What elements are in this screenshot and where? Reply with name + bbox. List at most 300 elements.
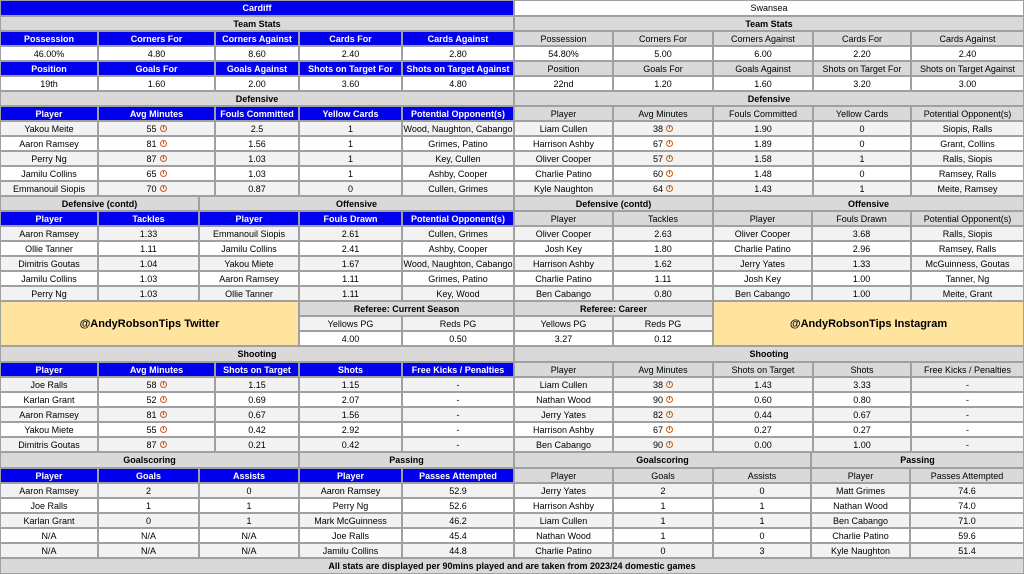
cell-text: Wood, Naughton, Cabango: [403, 258, 513, 269]
column-header: [713, 468, 811, 483]
table-row-cell: [402, 483, 514, 498]
cell-text: Cullen, Grimes: [428, 183, 488, 194]
stat-value: [514, 46, 613, 61]
table-row-cell: [613, 241, 713, 256]
cell-text: Passes Attempted: [930, 470, 1004, 481]
section-header: [0, 196, 199, 211]
table-row-cell: [299, 437, 402, 452]
cell-text: Shooting: [237, 349, 277, 359]
cell-text: Reds PG: [644, 318, 682, 329]
cell-text: Grant, Collins: [940, 138, 995, 149]
table-row-cell: [813, 377, 911, 392]
cell-text: Nathan Wood: [536, 530, 591, 541]
table-row-cell: [911, 271, 1024, 286]
cell-text: Avg Minutes: [129, 364, 184, 375]
cell-text: 2.40: [958, 48, 977, 59]
column-header: [911, 362, 1024, 377]
column-header: [402, 106, 514, 121]
table-row-cell: [215, 422, 299, 437]
column-header: [299, 211, 402, 226]
cell-text: 57: [652, 153, 663, 164]
column-header: [812, 211, 911, 226]
stat-value: [402, 46, 514, 61]
column-header: [514, 211, 613, 226]
table-row-cell: [199, 271, 299, 286]
cell-text: 0.12: [654, 333, 672, 344]
cell-text: Dimitris Goutas: [18, 258, 80, 269]
column-header: [514, 61, 613, 76]
cell-text: Shots on Target Against: [406, 63, 510, 74]
stopwatch-icon: [666, 125, 673, 132]
cell-text: 1: [660, 530, 666, 541]
column-header: [215, 362, 299, 377]
cell-text: 22nd: [553, 78, 574, 89]
table-row-cell: [910, 513, 1024, 528]
cell-text: Ramsey, Ralls: [938, 243, 997, 254]
cell-text: Possession: [23, 33, 75, 44]
table-row-cell: [514, 513, 613, 528]
table-row-cell: [0, 483, 98, 498]
table-row-cell: [402, 392, 514, 407]
cell-text: -: [456, 394, 460, 405]
table-row-cell: [713, 498, 811, 513]
cell-text: 59.6: [958, 530, 976, 541]
cell-text: 1.03: [139, 273, 158, 284]
cell-text: Offensive: [847, 198, 889, 209]
table-row-cell: [199, 256, 299, 271]
stat-value: [713, 76, 813, 91]
section-header: [514, 16, 1024, 31]
cell-text: 0: [859, 138, 865, 149]
cell-text: 1: [145, 500, 151, 511]
cell-text: Team Stats: [745, 18, 793, 29]
table-row-cell: [299, 166, 402, 181]
table-row-cell: [514, 256, 613, 271]
cell-text: 2.80: [449, 48, 467, 59]
stopwatch-icon: [160, 155, 167, 162]
table-row-cell: [98, 271, 199, 286]
table-row-cell: [98, 392, 215, 407]
cell-text: -: [966, 424, 969, 435]
cell-text: Ben Cabango: [535, 439, 592, 450]
table-row-cell: [713, 271, 812, 286]
cell-text: 55: [146, 424, 157, 435]
referee-value: [613, 331, 713, 346]
section-header: [713, 196, 1024, 211]
cell-text: Goalscoring: [636, 455, 689, 465]
column-header: [199, 211, 299, 226]
table-row-cell: [299, 498, 402, 513]
table-row-cell: [514, 392, 613, 407]
cell-text: Ralls, Siopis: [942, 228, 993, 239]
table-row-cell: [402, 377, 514, 392]
table-row-cell: [98, 256, 199, 271]
table-row-cell: [613, 437, 713, 452]
cell-text: 2.63: [654, 228, 672, 239]
cell-text: Tackles: [132, 213, 165, 224]
cell-text: 1.33: [852, 258, 871, 269]
column-header: [514, 316, 613, 331]
column-header: [811, 468, 910, 483]
cell-text: Defensive: [235, 93, 279, 104]
cell-text: Goalscoring: [123, 455, 176, 465]
referee-current-header: [299, 301, 514, 316]
cell-text: 2.41: [341, 243, 360, 254]
cell-text: 46.00%: [33, 48, 65, 59]
cell-text: Shots on Target Against: [920, 63, 1015, 74]
cell-text: 2.5: [250, 123, 264, 134]
column-header: [911, 211, 1024, 226]
table-row-cell: [199, 543, 299, 558]
cell-text: 4.80: [449, 78, 467, 89]
table-row-cell: [811, 543, 910, 558]
cell-text: Player: [550, 213, 577, 224]
column-header: [911, 31, 1024, 46]
table-row-cell: [402, 256, 514, 271]
table-row-cell: [613, 392, 713, 407]
cell-text: Aaron Ramsey: [219, 273, 279, 284]
cell-text: 0: [759, 530, 765, 541]
table-row-cell: [402, 151, 514, 166]
cell-text: McGuinness, Goutas: [925, 258, 1010, 269]
cell-text: Goals For: [135, 63, 178, 74]
table-row-cell: [98, 437, 215, 452]
cell-text: Key, Cullen: [435, 153, 481, 164]
cell-text: 0: [246, 485, 252, 496]
cell-text: Aaron Ramsey: [320, 485, 381, 496]
cell-text: 1.60: [754, 78, 772, 89]
table-row-cell: [0, 528, 98, 543]
cell-text: 1.15: [248, 379, 266, 390]
table-row-cell: [0, 543, 98, 558]
cell-text: Mark McGuinness: [314, 515, 387, 526]
column-header: [0, 362, 98, 377]
cell-text: 44.8: [449, 545, 467, 556]
table-row-cell: [199, 528, 299, 543]
column-header: [613, 362, 713, 377]
stat-value: [299, 76, 402, 91]
table-row-cell: [911, 392, 1024, 407]
cell-text: Emmanouil Siopis: [12, 183, 86, 194]
table-row-cell: [911, 136, 1024, 151]
column-header: [813, 31, 911, 46]
cell-text: Ben Cabango: [832, 515, 889, 526]
table-row-cell: [215, 437, 299, 452]
cell-text: 0.44: [754, 409, 772, 420]
table-row-cell: [0, 121, 98, 136]
table-row-cell: [613, 528, 713, 543]
cell-text: 1.48: [754, 168, 772, 179]
cell-text: 67: [652, 424, 663, 435]
cell-text: 0.60: [754, 394, 772, 405]
cell-text: 81: [146, 138, 157, 149]
table-row-cell: [713, 422, 813, 437]
cell-text: N/A: [241, 530, 257, 541]
cell-text: N/A: [140, 545, 156, 556]
cell-text: Oliver Cooper: [535, 153, 592, 164]
cell-text: Passing: [389, 455, 424, 465]
stopwatch-icon: [666, 426, 673, 433]
cell-text: 1: [660, 515, 666, 526]
table-row-cell: [215, 121, 299, 136]
cell-text: Emmanouil Siopis: [212, 228, 286, 239]
table-row-cell: [514, 483, 613, 498]
cell-text: Perry Ng: [31, 153, 67, 164]
cell-text: Jamilu Collins: [21, 273, 77, 284]
table-row-cell: [402, 498, 514, 513]
footer-note: [0, 558, 1024, 574]
cell-text: Yakou Meite: [24, 123, 74, 134]
cell-text: Defensive (contd): [61, 198, 138, 209]
table-row-cell: [713, 543, 811, 558]
table-row-cell: [0, 241, 98, 256]
table-row-cell: [514, 422, 613, 437]
cell-text: Potential Opponent(s): [411, 213, 505, 224]
cell-text: Charlie Patino: [734, 243, 791, 254]
table-row-cell: [98, 241, 199, 256]
stat-value: [402, 76, 514, 91]
table-row-cell: [0, 286, 98, 301]
cell-text: 1.00: [852, 273, 871, 284]
column-header: [98, 106, 215, 121]
cell-text: Player: [35, 213, 63, 224]
stat-value: [215, 76, 299, 91]
cell-text: 1: [759, 515, 765, 526]
cell-text: Harrison Ashby: [532, 424, 595, 435]
column-header: [215, 61, 299, 76]
stat-value: [911, 46, 1024, 61]
cell-text: -: [456, 439, 460, 450]
cell-text: -: [966, 409, 969, 420]
referee-value: [402, 331, 514, 346]
cell-text: 1.04: [139, 258, 158, 269]
cell-text: Fouls Committed: [220, 108, 294, 119]
cell-text: Swansea: [750, 3, 788, 13]
cell-text: Matt Grimes: [835, 485, 885, 496]
column-header: [713, 362, 813, 377]
cell-text: Perry Ng: [31, 288, 67, 299]
cell-text: 3.33: [853, 379, 871, 390]
referee-value: [299, 331, 402, 346]
cell-text: 90: [652, 439, 663, 450]
table-row-cell: [713, 181, 813, 196]
cell-text: Jamilu Collins: [221, 243, 277, 254]
cell-text: 0.27: [853, 424, 871, 435]
column-header: [98, 362, 215, 377]
cell-text: 1: [347, 138, 353, 149]
cell-text: Avg Minutes: [129, 108, 184, 119]
stat-value: [514, 76, 613, 91]
table-row-cell: [713, 136, 813, 151]
cell-text: 3.27: [554, 333, 573, 344]
cell-text: Tackles: [647, 213, 678, 224]
column-header: [199, 468, 299, 483]
cell-text: Yellow Cards: [835, 108, 889, 119]
cell-text: Shooting: [749, 349, 789, 359]
stopwatch-icon: [160, 441, 167, 448]
cell-text: Siopis, Ralls: [942, 123, 993, 134]
cell-text: Yakou Miete: [224, 258, 274, 269]
cell-text: 1.11: [654, 273, 672, 284]
table-row-cell: [0, 181, 98, 196]
cell-text: N/A: [140, 530, 156, 541]
cell-text: Ben Cabango: [734, 288, 791, 299]
column-header: [215, 106, 299, 121]
cell-text: Corners For: [130, 33, 183, 44]
cell-text: Cards For: [841, 33, 882, 44]
cell-text: Cards Against: [427, 33, 489, 44]
table-row-cell: [812, 241, 911, 256]
cell-text: 0: [859, 123, 865, 134]
table-row-cell: [911, 377, 1024, 392]
cell-text: 3: [759, 545, 765, 556]
cell-text: -: [966, 394, 969, 405]
table-row-cell: [299, 241, 402, 256]
cell-text: Fouls Drawn: [836, 213, 887, 224]
cell-text: 1.67: [341, 258, 360, 269]
cell-text: Player: [749, 213, 776, 224]
table-row-cell: [613, 121, 713, 136]
table-row-cell: [98, 543, 199, 558]
table-row-cell: [299, 513, 402, 528]
column-header: [813, 106, 911, 121]
stopwatch-icon: [160, 185, 167, 192]
cell-text: -: [456, 424, 460, 435]
cell-text: Charlie Patino: [535, 168, 592, 179]
cell-text: 2.07: [341, 394, 360, 405]
cell-text: 0.21: [248, 439, 266, 450]
stopwatch-icon: [666, 396, 673, 403]
table-row-cell: [0, 513, 98, 528]
column-header: [402, 316, 514, 331]
cell-text: 1: [347, 123, 353, 134]
cell-text: 54.80%: [548, 48, 579, 59]
cell-text: Yellows PG: [540, 318, 587, 329]
table-row-cell: [911, 256, 1024, 271]
column-header: [402, 61, 514, 76]
cell-text: 38: [652, 123, 663, 134]
table-row-cell: [911, 226, 1024, 241]
stat-value: [98, 46, 215, 61]
cell-text: Position: [547, 63, 580, 74]
stat-value: [0, 76, 98, 91]
table-row-cell: [402, 241, 514, 256]
cell-text: Joe Ralls: [30, 500, 68, 511]
table-row-cell: [514, 498, 613, 513]
table-row-cell: [812, 256, 911, 271]
cell-text: 0.69: [248, 394, 266, 405]
column-header: [514, 362, 613, 377]
column-header: [713, 61, 813, 76]
cell-text: 1.80: [654, 243, 672, 254]
cell-text: Nathan Wood: [536, 394, 591, 405]
cell-text: 0.80: [654, 288, 672, 299]
table-row-cell: [514, 437, 613, 452]
table-row-cell: [813, 407, 911, 422]
table-row-cell: [299, 271, 402, 286]
cell-text: Potential Opponent(s): [923, 108, 1012, 119]
cell-text: Avg Minutes: [638, 108, 688, 119]
cell-text: Fouls Committed: [728, 108, 798, 119]
cell-text: 0.50: [449, 333, 467, 344]
cell-text: 1.20: [654, 78, 672, 89]
table-row-cell: [299, 151, 402, 166]
cell-text: Cards Against: [939, 33, 996, 44]
cell-text: Perry Ng: [332, 500, 369, 511]
column-header: [98, 31, 215, 46]
cell-text: Charlie Patino: [535, 545, 592, 556]
table-row-cell: [813, 181, 911, 196]
cell-text: 4.00: [341, 333, 360, 344]
cell-text: Free Kicks / Penalties: [411, 364, 505, 375]
stat-value: [98, 76, 215, 91]
column-header: [402, 468, 514, 483]
cell-text: 1.58: [754, 153, 772, 164]
table-row-cell: [0, 437, 98, 452]
table-row-cell: [613, 422, 713, 437]
cell-text: Referee: Current Season: [353, 303, 460, 314]
stat-value: [0, 46, 98, 61]
column-header: [299, 468, 402, 483]
table-row-cell: [98, 166, 215, 181]
cell-text: Meite, Grant: [942, 288, 993, 299]
table-row-cell: [299, 392, 402, 407]
cell-text: 1: [859, 153, 865, 164]
table-row-cell: [811, 483, 910, 498]
cell-text: Ollie Tanner: [25, 243, 73, 254]
table-row-cell: [811, 498, 910, 513]
stopwatch-icon: [666, 155, 673, 162]
table-row-cell: [98, 181, 215, 196]
table-row-cell: [299, 286, 402, 301]
column-header: [299, 31, 402, 46]
cell-text: Jerry Yates: [740, 258, 785, 269]
table-row-cell: [514, 543, 613, 558]
cell-text: 65: [146, 168, 157, 179]
table-row-cell: [613, 483, 713, 498]
table-row-cell: [0, 498, 98, 513]
cell-text: Defensive (contd): [575, 198, 652, 209]
cell-text: 55: [146, 123, 157, 134]
stopwatch-icon: [160, 381, 167, 388]
table-row-cell: [514, 241, 613, 256]
table-row-cell: [713, 513, 811, 528]
table-row-cell: [199, 226, 299, 241]
table-row-cell: [713, 528, 811, 543]
cell-text: 1.56: [248, 138, 266, 149]
stopwatch-icon: [160, 411, 167, 418]
cell-text: 52: [146, 394, 157, 405]
table-row-cell: [98, 377, 215, 392]
table-row-cell: [98, 498, 199, 513]
stat-value: [813, 76, 911, 91]
table-row-cell: [0, 271, 98, 286]
cell-text: Ashby, Cooper: [428, 243, 488, 254]
twitter-promo: [0, 301, 299, 346]
table-row-cell: [813, 151, 911, 166]
cell-text: Player: [550, 364, 577, 375]
cell-text: 64: [652, 183, 663, 194]
table-row-cell: [713, 151, 813, 166]
table-row-cell: [0, 407, 98, 422]
table-row-cell: [514, 271, 613, 286]
cell-text: Oliver Cooper: [734, 228, 791, 239]
column-header: [713, 31, 813, 46]
stopwatch-icon: [160, 396, 167, 403]
cell-text: Cullen, Grimes: [428, 228, 488, 239]
table-row-cell: [402, 271, 514, 286]
table-row-cell: [713, 121, 813, 136]
